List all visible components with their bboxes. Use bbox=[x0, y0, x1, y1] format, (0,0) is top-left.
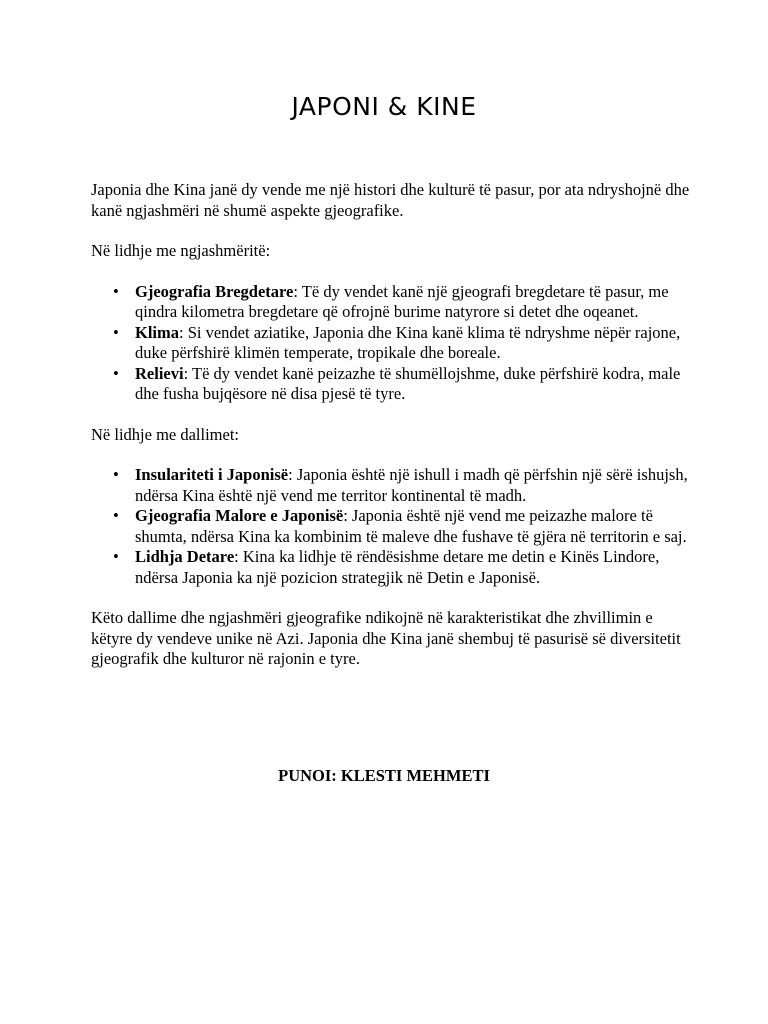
list-item bbox=[113, 506, 691, 547]
bullet-icon: • bbox=[113, 322, 119, 342]
bullet-icon: • bbox=[113, 281, 119, 301]
list-item-text: : Japonia është një ishull i madh që përfshin një sërë ishujsh, ndërsa Kina është një vend me territor kontinental të madh. bbox=[135, 465, 688, 505]
list-item-term: Gjeografia Bregdetare bbox=[135, 281, 294, 301]
list-item-text: : Të dy vendet kanë një gjeografi bregdetare të pasur, me qindra kilometra bregdetare që ofrojnë burime natyrore si detet dhe oqeanet. bbox=[135, 281, 669, 321]
list-item-term: Lidhja Detare bbox=[135, 547, 235, 566]
document-title: JAPONI & KINE bbox=[291, 92, 477, 121]
list-item bbox=[113, 465, 691, 506]
list-item-text: : Kina ka lidhje të rëndësishme detare me detin e Kinës Lindore, ndërsa Japonia ka një pozicion strategjik në Detin e Japonisë. bbox=[135, 547, 660, 587]
similarities-heading: Në lidhje me ngjashmëritë: bbox=[91, 241, 271, 260]
list-item bbox=[113, 322, 691, 364]
similarities-list bbox=[91, 282, 691, 405]
list-item-text: : Të dy vendet kanë peizazhe të shumëllojshme, duke përfshirë kodra, male dhe fusha bujqësore në disa pjesë të tyre. bbox=[135, 363, 681, 403]
list-item-term: Insulariteti i Japonisë bbox=[135, 465, 289, 484]
list-item bbox=[113, 363, 691, 405]
bullet-icon: • bbox=[113, 363, 119, 383]
intro-paragraph: Japonia dhe Kina janë dy vende me një histori dhe kulturë të pasur, por ata ndryshojnë dhe kanë ngjashmëri në shumë aspekte gjeografike. bbox=[91, 180, 690, 220]
bullet-icon: • bbox=[113, 506, 119, 525]
list-item bbox=[113, 547, 691, 588]
list-item bbox=[113, 281, 691, 323]
list-item-term: Relievi bbox=[135, 363, 184, 383]
conclusion-paragraph: Këto dallime dhe ngjashmëri gjeografike ndikojnë në karakteristikat dhe zhvillimin e këtyre dy vendeve unike në Azi. Japonia dhe Kina janë shembuj të pasurisë së diversitetit gjeografik dhe kulturor në rajonin e tyre. bbox=[91, 608, 681, 668]
list-item-term: Klima bbox=[135, 322, 179, 342]
list-item-text: : Si vendet aziatike, Japonia dhe Kina kanë klima të ndryshme nëpër rajone, duke përfshirë klimën temperate, tropikale dhe boreale. bbox=[135, 322, 681, 362]
list-item-text: : Japonia është një vend me peizazhe malore të shumta, ndërsa Kina ka kombinim të maleve dhe fushave të gjëra në territorin e saj. bbox=[135, 506, 687, 546]
author-signature: PUNOI: KLESTI MEHMETI bbox=[278, 766, 490, 785]
bullet-icon: • bbox=[113, 547, 119, 566]
document-body bbox=[91, 180, 691, 690]
bullet-icon: • bbox=[113, 465, 119, 484]
differences-heading: Në lidhje me dallimet: bbox=[91, 424, 240, 444]
list-item-term: Gjeografia Malore e Japonisë bbox=[135, 506, 344, 525]
differences-list bbox=[91, 465, 691, 588]
